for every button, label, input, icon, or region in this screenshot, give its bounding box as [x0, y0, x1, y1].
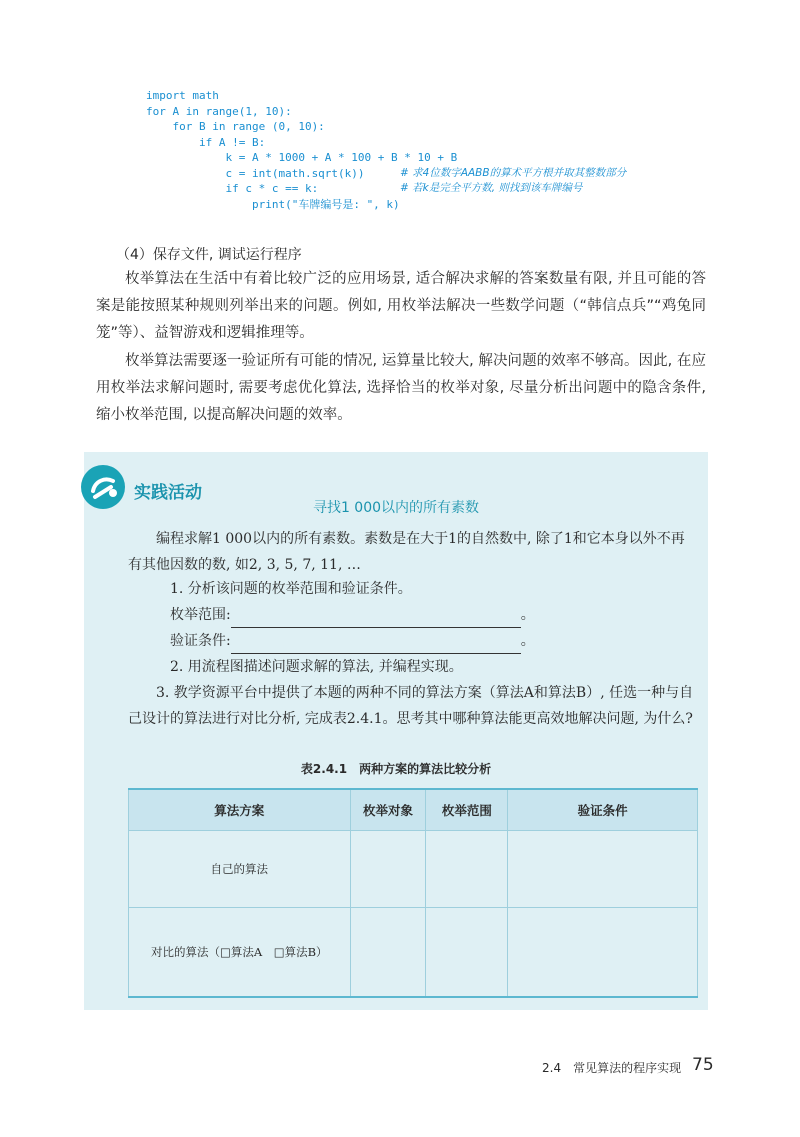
table-cell: [508, 908, 698, 998]
footer-section: 2.4 常见算法的程序实现: [542, 1061, 682, 1075]
paragraph-1: 枚举算法在生活中有着比较广泛的应用场景, 适合解决求解的答案数量有限, 并且可能的答案是能按照某种规则列举出来的问题。例如, 用枚举法解决一些数学问题（“韩信点兵”“鸡兔同笼”等）、益智游戏和逻辑推理等。: [96, 271, 706, 341]
condition-blank: [231, 639, 521, 654]
practice-item-2: 2. 用流程图描述问题求解的算法, 并编程实现。: [170, 659, 463, 675]
code-line-with-comment: [146, 166, 766, 182]
table-header: 验证条件: [508, 789, 698, 831]
table-header: 枚举对象: [350, 789, 426, 831]
paragraph-2: 枚举算法需要逐一验证所有可能的情况, 运算量比较大, 解决问题的效率不够高。因此, 在应用枚举法求解问题时, 需要考虑优化算法, 选择恰当的枚举对象, 尽量分析出问题中的隐含条件, 缩小枚举范围, 以提高解决问题的效率。: [96, 353, 706, 423]
code-comment: # 求4位数字AABB的算术平方根并取其整数部分: [400, 166, 627, 179]
step-heading: （4）保存文件, 调试运行程序: [116, 247, 302, 263]
table-row: [129, 831, 698, 908]
practice-item-3: 3. 教学资源平台中提供了本题的两种不同的算法方案（算法A和算法B）, 任选一种与自己设计的算法进行对比分析, 完成表2.4.1。思考其中哪种算法能更高效地解决问题, 为什么?: [128, 685, 694, 727]
practice-intro: 编程求解1 000以内的所有素数。素数是在大于1的自然数中, 除了1和它本身以外不再有其他因数的数, 如2, 3, 5, 7, 11, …: [128, 531, 685, 573]
code-line: for A in range(1, 10):: [146, 104, 292, 118]
table-cell: [508, 831, 698, 908]
condition-label: 验证条件:: [170, 633, 231, 649]
code-text: c = int(math.sqrt(k)): [146, 166, 365, 180]
code-comment: # 若k是完全平方数, 则找到该车牌编号: [400, 182, 583, 194]
practice-title: 实践活动: [134, 483, 202, 503]
code-line: if A != B:: [146, 135, 266, 149]
page-number: 75: [692, 1055, 714, 1075]
code-line: print("车牌编号是: ", k): [146, 197, 400, 211]
range-end-mark: 。: [520, 607, 535, 623]
table-cell-own-algorithm: 自己的算法: [129, 831, 351, 908]
table-cell: [350, 908, 426, 998]
code-line-with-comment: [146, 181, 766, 197]
range-label: 枚举范围:: [170, 607, 231, 623]
practice-activity-box: [84, 452, 708, 1010]
code-text: if c * c == k:: [146, 182, 319, 195]
range-field-row: [170, 602, 740, 628]
condition-end-mark: 。: [520, 633, 535, 649]
table-header: 算法方案: [129, 789, 351, 831]
practice-item-1: 1. 分析该问题的枚举范围和验证条件。: [170, 581, 412, 597]
table-cell-compared-algorithm: 对比的算法（□算法A □算法B）: [129, 908, 351, 998]
table-row: [129, 908, 698, 998]
table-cell: [426, 908, 508, 998]
table-header: 枚举范围: [426, 789, 508, 831]
code-line: for B in range (0, 10):: [146, 120, 325, 133]
table-header-row: [129, 789, 698, 831]
practice-heading: 寻找1 000以内的所有素数: [312, 500, 480, 516]
table-cell: [350, 831, 426, 908]
comparison-table: [128, 788, 698, 998]
range-blank: [231, 613, 521, 628]
code-block: [146, 88, 766, 212]
code-line: k = A * 1000 + A * 100 + B * 10 + B: [146, 151, 458, 164]
table-cell: [426, 831, 508, 908]
table-caption: 表2.4.1 两种方案的算法比较分析: [300, 762, 492, 776]
code-line: import math: [146, 89, 219, 102]
condition-field-row: [170, 628, 740, 654]
